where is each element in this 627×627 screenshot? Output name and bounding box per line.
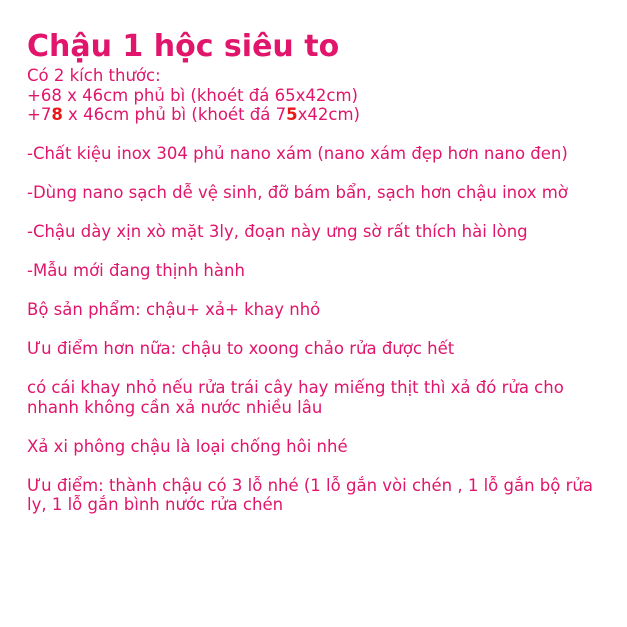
size2-highlight-2: 5 <box>286 105 298 124</box>
paragraph-new-model: -Mẫu mới đang thịnh hành <box>27 261 245 280</box>
paragraph-package: Bộ sản phẩm: chậu+ xả+ khay nhỏ <box>27 300 321 319</box>
paragraph-material: -Chất kiệu inox 304 phủ nano xám (nano xám đẹp hơn nano đen) <box>27 144 568 163</box>
size2-highlight-1: 8 <box>51 105 63 124</box>
paragraph-siphon: Xả xi phông chậu là loại chống hôi nhé <box>27 436 348 456</box>
paragraph-nano: -Dùng nano sạch dễ vệ sinh, đỡ bám bẩn, sạch hơn chậu inox mờ <box>27 183 568 202</box>
paragraph-holes: Ưu điểm: thành chậu có 3 lỗ nhé (1 lỗ gắn vòi chén , 1 lỗ gắn bộ rửa ly, 1 lỗ gắn bình nước rửa chén <box>27 475 593 514</box>
paragraph-small-tray: có cái khay nhỏ nếu rửa trái cây hay miếng thịt thì xả đó rửa cho nhanh không cần xả nước nhiều lâu <box>27 378 564 417</box>
sizes-heading: Có 2 kích thước: <box>27 66 161 85</box>
size-option-2 <box>27 105 617 125</box>
product-description <box>27 28 617 515</box>
size2-middle: x 46cm phủ bì (khoét đá 7 <box>62 105 287 124</box>
size2-prefix: +7 <box>27 105 52 124</box>
page-title: Chậu 1 hộc siêu to <box>27 29 340 64</box>
size-option-1: +68 x 46cm phủ bì (khoét đá 65x42cm) <box>27 85 358 105</box>
paragraph-advantage: Ưu điểm hơn nữa: chậu to xoong chảo rửa được hết <box>27 339 455 358</box>
sizes-section <box>27 66 617 125</box>
paragraph-thickness: -Chậu dày xịn xò mặt 3ly, đoạn này ưng sờ rất thích hài lòng <box>27 222 528 241</box>
size2-suffix: x42cm) <box>297 105 360 124</box>
